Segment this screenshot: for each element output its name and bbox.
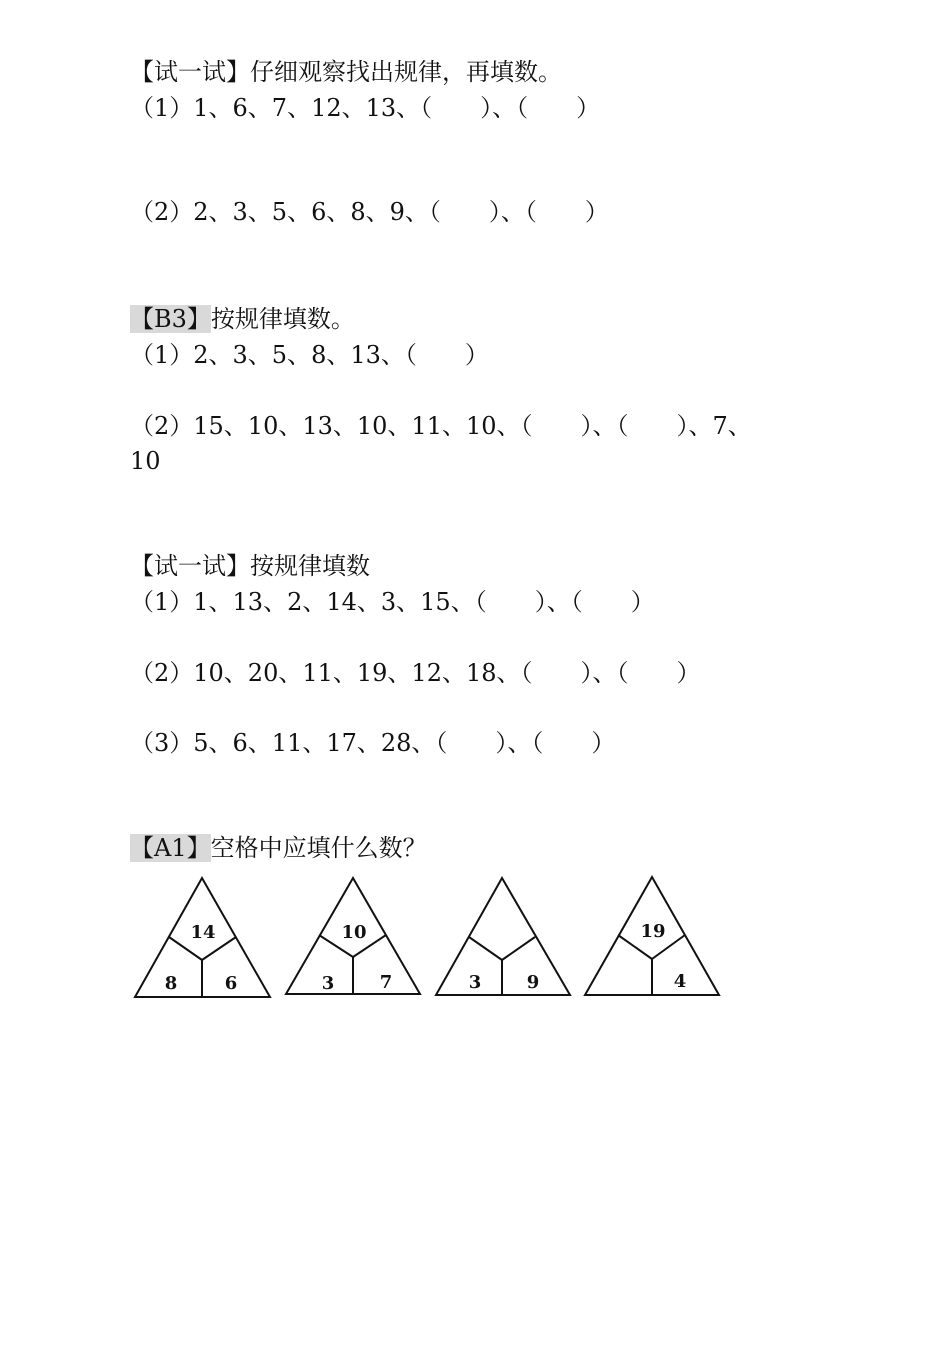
section-3-item-3: （3）5、6、11、17、28、（ ）、（ ）: [130, 729, 616, 757]
section-3-item-1: （1）1、13、2、14、3、15、（ ）、（ ）: [130, 588, 655, 616]
triangle-3-left-number: 3: [468, 972, 482, 993]
triangle-2-right-number: 7: [379, 972, 393, 993]
triangle-puzzles-svg: [130, 872, 730, 1002]
section-4-heading: [130, 832, 427, 864]
section-2-item-2: （2）15、10、13、10、11、10、（ ）、（ ）、7、: [130, 412, 752, 440]
section-3-tag: 【试一试】: [130, 552, 250, 580]
triangle-4-right-number: 4: [673, 971, 687, 992]
section-2-title: 按规律填数。: [210, 305, 355, 333]
section-4-title: 空格中应填什么数？: [210, 834, 427, 862]
section-4-tag: 【A1】: [130, 834, 211, 862]
triangle-1-top-number: 14: [190, 922, 216, 943]
triangle-4-top-number: 19: [640, 921, 666, 942]
section-2-item-2-continued: 10: [130, 447, 161, 475]
triangle-puzzles: [130, 872, 730, 1002]
section-3-item-2: （2）10、20、11、19、12、18、（ ）、（ ）: [130, 659, 701, 687]
triangle-2-left-number: 3: [321, 973, 335, 994]
triangle-3: [436, 878, 570, 995]
section-2-item-1: （1）2、3、5、8、13、（ ）: [130, 341, 489, 369]
section-3-heading: [130, 550, 370, 582]
section-1-tag: 【试一试】: [130, 58, 250, 86]
section-3-title: 按规律填数: [250, 552, 370, 580]
section-2-tag: 【B3】: [130, 305, 211, 333]
triangle-1-right-number: 6: [224, 973, 238, 994]
triangle-3-right-number: 9: [526, 972, 540, 993]
section-1-item-1: （1）1、6、7、12、13、（ ）、（ ）: [130, 94, 601, 122]
triangle-2-top-number: 10: [341, 922, 367, 943]
section-1-item-2: （2）2、3、5、6、8、9、（ ）、（ ）: [130, 198, 609, 226]
section-1-heading: [130, 56, 562, 88]
section-2-heading: [130, 303, 355, 335]
section-1-title: 仔细观察找出规律，再填数。: [250, 58, 562, 86]
triangle-1-left-number: 8: [164, 973, 178, 994]
